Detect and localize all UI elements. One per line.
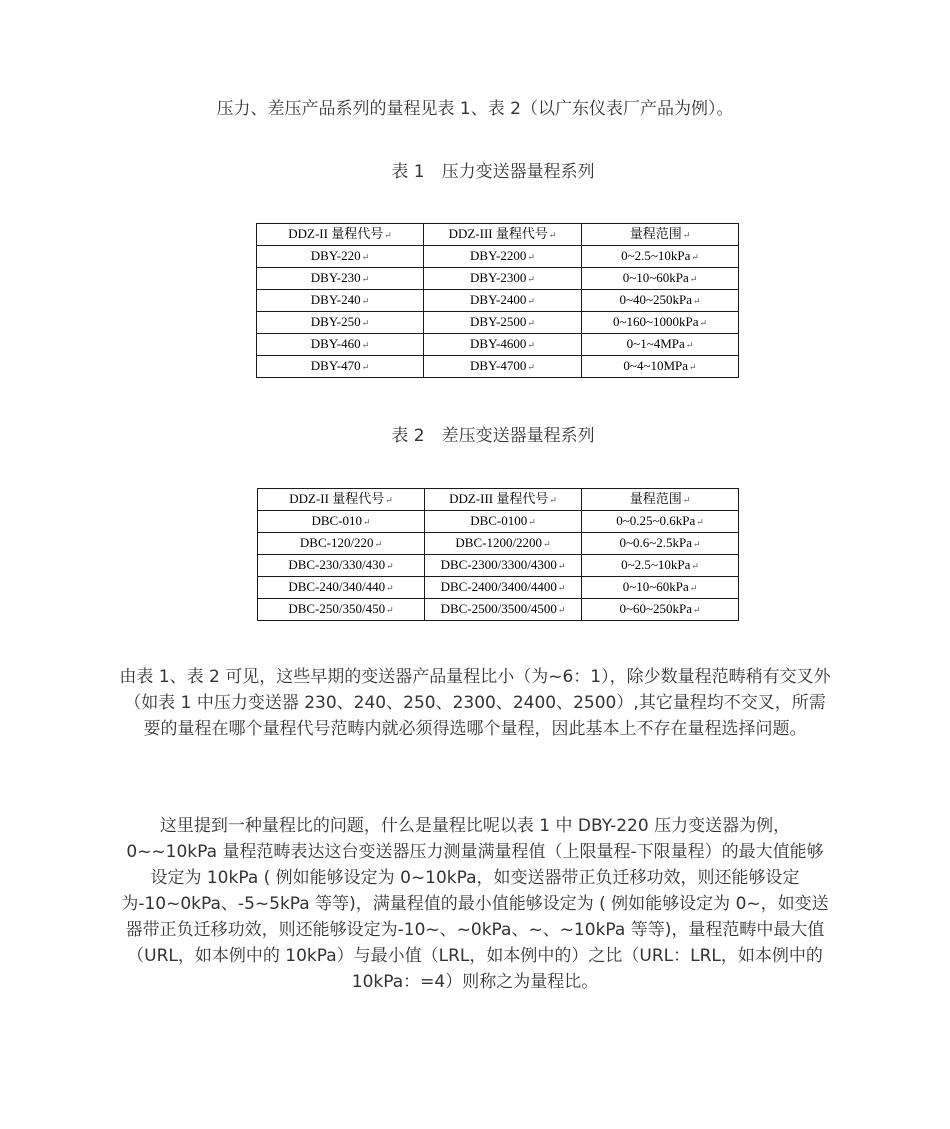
column-header: DDZ-III 量程代号↵ [424, 224, 582, 246]
table-row [258, 555, 739, 577]
table-row [257, 246, 739, 268]
table-cell: 0~40~250kPa↵ [582, 290, 739, 312]
table-cell: DBY-460↵ [257, 334, 424, 356]
table-row [258, 511, 739, 533]
table-row [257, 334, 739, 356]
table-cell: DBC-1200/2200↵ [425, 533, 582, 555]
paragraph-range-ratio: 这里提到一种量程比的问题，什么是量程比呢以表 1 中 DBY-220 压力变送器为例，0~~10kPa 量程范畴表达这台变送器压力测量满量程值（上限量程-下限量程）的最大值能够设定为 10kPa ( 例如能够设定为 0~10kPa，如变送器带正负迁移功效，则还能够设定为-10~0kPa、-5~5kPa 等等)，满量程值的最小值能够设定为 ( 例如能够设定为 0~，如变送器带正负迁移功效，则还能够设定为-10~、~0kPa、~、~10kPa 等等)，量程范畴中最大值（URL，如本例中的 10kPa）与最小值（LRL，如本例中的）之比（URL：LRL，如本例中的 10kPa：=4）则称之为量程比。 [121, 816, 829, 992]
table-row [257, 312, 739, 334]
table-cell: DBY-230↵ [257, 268, 424, 290]
table-row [258, 577, 739, 599]
table-cell: DBC-0100↵ [425, 511, 582, 533]
table-row [257, 290, 739, 312]
table-cell: DBC-2400/3400/4400↵ [425, 577, 582, 599]
table-cell: 0~0.25~0.6kPa↵ [582, 511, 739, 533]
table-row [258, 599, 739, 621]
pressure-range-table [256, 223, 739, 378]
table-header-row [258, 489, 739, 511]
table-cell: DBY-240↵ [257, 290, 424, 312]
table1-caption: 表 1 压力变送器量程系列 [391, 162, 595, 182]
table-cell: 0~10~60kPa↵ [582, 268, 739, 290]
table-cell: DBC-2300/3300/4300↵ [425, 555, 582, 577]
table-cell: DBC-250/350/450↵ [258, 599, 425, 621]
table-cell: DBC-120/220↵ [258, 533, 425, 555]
table-cell: 0~0.6~2.5kPa↵ [582, 533, 739, 555]
table-cell: 0~60~250kPa↵ [582, 599, 739, 621]
table-cell: DBY-250↵ [257, 312, 424, 334]
paragraph-range-summary: 由表 1、表 2 可见，这些早期的变送器产品量程比小（为~6：1），除少数量程范畴稍有交叉外（如表 1 中压力变送器 230、240、250、2300、2400、2500）,其它量程均不交叉，所需要的量程在哪个量程代号范畴内就必须得选哪个量程，因此基本上不存在量程选择问题。 [119, 667, 831, 739]
table-cell: 0~2.5~10kPa↵ [582, 555, 739, 577]
table-cell: 0~1~4MPa↵ [582, 334, 739, 356]
column-header: DDZ-II 量程代号↵ [258, 489, 425, 511]
table-cell: DBY-2500↵ [424, 312, 582, 334]
column-header: 量程范围↵ [582, 224, 739, 246]
column-header: DDZ-III 量程代号↵ [425, 489, 582, 511]
table-cell: DBY-2300↵ [424, 268, 582, 290]
table-row [258, 533, 739, 555]
intro-text: 压力、差压产品系列的量程见表 1、表 2（以广东仪表厂产品为例）。 [216, 99, 734, 119]
table-cell: DBY-4600↵ [424, 334, 582, 356]
table-cell: 0~4~10MPa↵ [582, 356, 739, 378]
table-row [257, 356, 739, 378]
table-cell: 0~160~1000kPa↵ [582, 312, 739, 334]
table-cell: DBY-220↵ [257, 246, 424, 268]
table-row [257, 268, 739, 290]
table-cell: DBY-2400↵ [424, 290, 582, 312]
column-header: 量程范围↵ [582, 489, 739, 511]
table-cell: 0~2.5~10kPa↵ [582, 246, 739, 268]
table2-caption: 表 2 差压变送器量程系列 [391, 426, 595, 446]
table-cell: DBY-470↵ [257, 356, 424, 378]
table-header-row [257, 224, 739, 246]
table-cell: 0~10~60kPa↵ [582, 577, 739, 599]
differential-pressure-range-table [257, 488, 739, 621]
table-cell: DBC-2500/3500/4500↵ [425, 599, 582, 621]
table-cell: DBY-2200↵ [424, 246, 582, 268]
table-cell: DBC-010↵ [258, 511, 425, 533]
table-cell: DBY-4700↵ [424, 356, 582, 378]
table-cell: DBC-240/340/440↵ [258, 577, 425, 599]
column-header: DDZ-II 量程代号↵ [257, 224, 424, 246]
table-cell: DBC-230/330/430↵ [258, 555, 425, 577]
